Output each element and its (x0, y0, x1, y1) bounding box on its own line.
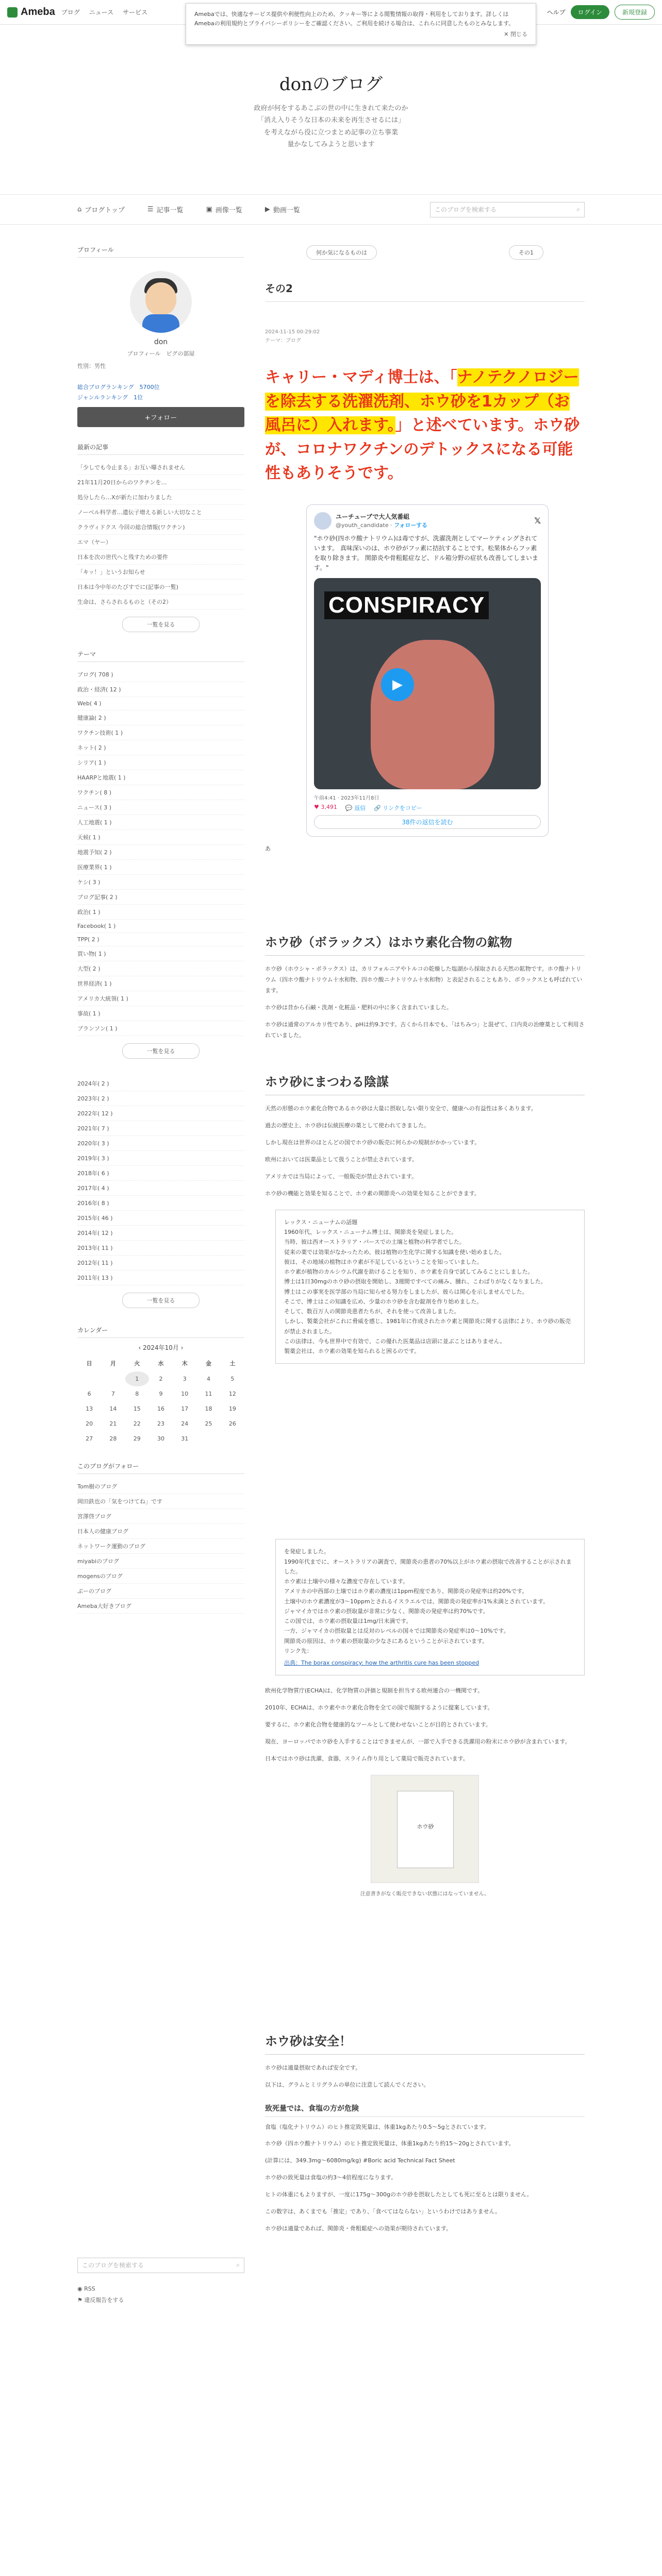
calendar-day[interactable]: 6 (87, 1390, 91, 1397)
paragraph: 欧州化学物質庁(ECHA)は、化学物質の評価と規制を担当する欧州連合の一機関です。 (265, 1687, 484, 1694)
heart-icon: ♥ (314, 804, 319, 811)
calendar-day[interactable]: 12 (228, 1390, 236, 1397)
theme-link[interactable]: 健康論( 2 ) (77, 710, 244, 725)
recent-heading: 最新の記事 (77, 443, 244, 455)
followed-blog-link[interactable]: miyabiのブログ (77, 1554, 244, 1569)
tweet-time[interactable]: 午前4:41 · 2023年11月8日 (314, 795, 379, 802)
calendar-day[interactable]: 18 (205, 1405, 212, 1412)
followed-blog-link[interactable]: 岡田鉄也の「気をつけてね」です (77, 1494, 244, 1509)
theme-link[interactable]: アメリカ大統領( 1 ) (77, 991, 244, 1006)
followed-blog-link[interactable]: mogensのブログ (77, 1569, 244, 1584)
quote-line: ホウ素が植物のカルシウム代謝を助けることを知り、ホウ素を自身で試してみることにしました。 (284, 1268, 534, 1276)
ameba-logo-icon (7, 7, 18, 18)
recent-entry-link[interactable]: 処分したら…Xが新たに加わりました (77, 490, 244, 505)
quote-line: しかし、製薬会社がこれに脅威を感じ、1981年に作成されたホウ素と関節炎に関する法律により、ホウ砂の販売が禁止されました。 (284, 1318, 571, 1335)
quote-line: リンク先： (284, 1647, 312, 1654)
archive-more-button[interactable]: 一覧を見る (122, 1293, 200, 1308)
search-icon[interactable]: ⌕ (576, 206, 580, 213)
quote-line: アメリカの中西部の土壌ではホウ素の濃度は1ppm程度であり、関節炎の発症率は約20%です。 (284, 1588, 528, 1595)
followed-list (77, 1479, 244, 1614)
theme-link[interactable]: ワクチン( 8 ) (77, 785, 244, 800)
theme-link[interactable]: 大型( 2 ) (77, 961, 244, 976)
tweet-follow-button[interactable]: フォローする (394, 522, 428, 529)
theme-link[interactable]: 天候( 1 ) (77, 830, 244, 845)
archive-link[interactable]: 2019年( 3 ) (77, 1151, 244, 1166)
reply-label: 返信 (354, 805, 366, 812)
tweet-avatar[interactable] (314, 512, 332, 530)
calendar-day[interactable]: 15 (133, 1405, 141, 1412)
weekday-label: 月 (110, 1360, 116, 1367)
profile-meta: 性別：男性 (77, 363, 106, 369)
recent-entry-link[interactable]: 生命は、さらされるものと（その2） (77, 595, 244, 609)
calendar-day[interactable]: 5 (230, 1375, 235, 1382)
ameba-logo[interactable] (7, 6, 55, 18)
theme-link[interactable]: 政治( 1 ) (77, 905, 244, 920)
themes-more-button[interactable]: 一覧を見る (122, 1043, 200, 1059)
next-month-icon[interactable]: › (180, 1344, 184, 1351)
archive-link[interactable]: 2012年( 11 ) (77, 1256, 244, 1270)
theme-list (77, 667, 244, 1036)
calendar-day[interactable]: 23 (157, 1420, 164, 1427)
theme-link[interactable]: シリア( 1 ) (77, 755, 244, 770)
logo-text: Ameba (21, 6, 55, 18)
headline-marked: ナノテクノロジーを除去する洗濯洗剤、ホウ砂を1カップ（お風呂に）入れます。 (265, 368, 579, 434)
archive-link[interactable]: 2011年( 13 ) (77, 1270, 244, 1285)
paragraph: ホウ砂は昔から石鹸・洗剤・化粧品・肥料の中に多く含まれていました。 (265, 1004, 452, 1011)
archive-link[interactable]: 2013年( 11 ) (77, 1241, 244, 1256)
archive-link[interactable]: 2024年( 2 ) (77, 1076, 244, 1091)
copy-label: リンクをコピー (383, 805, 422, 812)
paragraph: しかし現在は世界のほとんどの国でホウ砂の販売に何らかの規制がかかっています。 (265, 1139, 481, 1146)
cookie-consent-banner (186, 3, 536, 45)
theme-link[interactable]: 事故( 1 ) (77, 1006, 244, 1021)
calendar-day[interactable]: 17 (181, 1405, 189, 1412)
global-nav (61, 8, 147, 16)
calendar-day[interactable]: 16 (157, 1405, 164, 1412)
calendar-day[interactable]: 27 (86, 1435, 93, 1442)
headline-part: 」と述べています。ホウ砂が、コロナワクチンのデトックスになる可能性もありそうです。 (265, 416, 580, 482)
theme-link[interactable]: ブログ記事( 2 ) (77, 890, 244, 905)
rss-link[interactable] (77, 2283, 244, 2295)
avatar[interactable] (130, 271, 192, 333)
nav-service[interactable]: サービス (123, 9, 148, 16)
theme-link[interactable]: ネット( 2 ) (77, 740, 244, 755)
paragraph: ホウ砂の機能と効果を知ることで、ホウ素の関節炎への効果を知ることができます。 (265, 1190, 480, 1197)
calendar-day[interactable]: 10 (181, 1390, 189, 1397)
blog-desc-line: 「消え入りそうな日本の未来を再生させるには」 (257, 116, 405, 125)
theme-link[interactable]: Facebook( 1 ) (77, 920, 244, 933)
global-header (0, 0, 662, 38)
paragraph: 天然の形態のホウ素化合物であるホウ砂は大量に摂取しない限り安全で、健康への有益性は多くあります。 (265, 1105, 537, 1112)
recent-entry-link[interactable]: 「キッ！」というお知らせ (77, 565, 244, 580)
help-link[interactable]: ヘルプ (547, 9, 566, 16)
signup-button[interactable]: 新規登録 (615, 5, 655, 20)
calendar-day[interactable]: 28 (109, 1435, 117, 1442)
entry-title: その2 (265, 280, 585, 302)
paragraph: 以下は、グラムとミリグラムの単位に注意して読んでください。 (265, 2081, 429, 2088)
nav-image-list[interactable] (206, 205, 242, 214)
calendar-month (77, 1343, 244, 1352)
product-image[interactable] (371, 1775, 479, 1883)
paragraph: 2010年、ECHAは、ホウ素やホウ素化合物を全ての国で規制するように提案しています。 (265, 1704, 493, 1711)
theme-link[interactable]: ブランソン( 1 ) (77, 1021, 244, 1036)
archive-link[interactable]: 2017年( 4 ) (77, 1181, 244, 1196)
rss-label: RSS (84, 2285, 95, 2292)
tweet-header: ユーチューブで大人気番組 @youth_candidate · フォローする 𝕏 (314, 512, 541, 530)
nav-label: ブログトップ (85, 207, 125, 214)
recent-list (77, 460, 244, 609)
theme-link[interactable]: 世界経済( 1 ) (77, 976, 244, 991)
followed-blog-link[interactable]: ぶーのブログ (77, 1584, 244, 1599)
paragraph: ホウ砂の致死量は食塩の約3〜4倍程度になります。 (265, 2174, 397, 2181)
quote-line: レックス・ニューナムの話題 (284, 1218, 358, 1226)
recent-entry-link[interactable]: 日本は今中年のたびすでに(記事の一覧) (77, 580, 244, 595)
calendar-day[interactable]: 7 (111, 1390, 115, 1397)
report-label: 違反報告をする (84, 2296, 124, 2303)
section-heading: ホウ砂にまつわる陰謀 (265, 1072, 585, 1095)
next-entry-button[interactable]: その1 (509, 245, 543, 260)
play-icon[interactable]: ▶ (381, 668, 414, 701)
theme-link[interactable]: Web( 4 ) (77, 697, 244, 710)
video-caption: CONSPIRACY (324, 591, 489, 619)
archive-link[interactable]: 2022年( 12 ) (77, 1106, 244, 1121)
paragraph: 日本ではホウ砂は洗濯、食器、スライム作り用として薬局で販売されています。 (265, 1755, 469, 1762)
blog-desc-line: 量かなしてみようと思います (287, 141, 375, 149)
theme-link[interactable]: ワクチン技術( 1 ) (77, 725, 244, 740)
sidebar-search-input[interactable] (77, 2258, 244, 2273)
quote-line: この国では、ホウ素の摂取量は1mg/日未満です。 (284, 1618, 412, 1625)
recent-entry-link[interactable]: クラヴィドクス 今回の総合情報(ワクチン) (77, 520, 244, 535)
calendar-table (77, 1355, 244, 1446)
quote-line: ジャマイカではホウ素の摂取量が非常に少なく、関節炎の発症率は約70%です。 (284, 1607, 489, 1615)
followed-blog-link[interactable]: ネットワーク運動のブログ (77, 1539, 244, 1554)
after-tweet-text: あ (265, 845, 271, 853)
followed-blog-link[interactable]: Ameba大好きブログ (77, 1599, 244, 1614)
quote-line: 従来の薬では効果がなかったため、彼は植物の生化学に関する知識を使い始めました。 (284, 1248, 505, 1256)
calendar-day[interactable]: 2 (159, 1375, 163, 1382)
paragraph: (計算には、349.3mg〜6080mg/kg) #Boric acid Technical Fact Sheet (265, 2157, 455, 2164)
paragraph: ホウ砂は適量であれば、関節炎・骨粗鬆症への効果が期待されています。 (265, 2225, 452, 2232)
quote-line: 1960年代、レックス・ニューナム博士は、関節炎を発症しました。 (284, 1229, 457, 1236)
rss-icon: ◉ (77, 2285, 82, 2292)
tweet-account[interactable]: ユーチューブで大人気番組 (336, 513, 410, 520)
follow-button[interactable]: +フォロー (77, 407, 244, 427)
paragraph: ホウ砂は適量摂取であれば安全です。 (265, 2064, 361, 2071)
search-placeholder: このブログを検索する (82, 2262, 144, 2269)
tweet-actions (314, 804, 541, 812)
month-label: 2024年10月 (143, 1344, 179, 1351)
calendar-day[interactable]: 31 (181, 1435, 189, 1442)
weekday-label: 火 (134, 1360, 140, 1367)
report-link[interactable] (77, 2295, 244, 2306)
quote-line: 彼は、その地域の植物はホウ素が不足しているということを知っていました。 (284, 1258, 483, 1265)
quote-line: 土壌中のホウ素濃度が3〜10ppmとされるイスラエルでは、関節炎の発症率が1%未満とされています。 (284, 1598, 549, 1605)
theme-link[interactable]: ブログ( 708 ) (77, 667, 244, 682)
followed-blog-link[interactable]: Tom樹のブログ (77, 1479, 244, 1494)
calendar-day (221, 1431, 244, 1446)
weekday-label: 木 (181, 1360, 188, 1367)
calendar-day[interactable]: 1 (125, 1371, 149, 1386)
paragraph: 欧州においては医薬品として扱うことが禁止されています。 (265, 1156, 418, 1163)
nav-label: 画像一覧 (215, 207, 242, 214)
header-actions (547, 5, 655, 20)
read-replies-button[interactable]: 38件の返信を読む (314, 815, 541, 829)
link-icon: 🔗 (374, 805, 381, 812)
theme-link[interactable]: 人工地震( 1 ) (77, 815, 244, 830)
blog-desc-line: 政府が何をするあこぶの世の中に生きれて来たのか (254, 105, 408, 112)
prev-entry-button[interactable]: 何か気になるものは (306, 245, 377, 260)
quote-line: 一方、ジャマイカの摂取量とは反対のレベルの国々では関節炎の発症率は0〜10%です。 (284, 1628, 509, 1635)
calendar-day[interactable]: 30 (157, 1435, 164, 1442)
quote-line: ホウ素は土壌中の様々な濃度で存在しています。 (284, 1578, 409, 1585)
paragraph: ホウ砂（ホウシャ・ボラックス）は、カリフォルニアやトルコの乾燥した塩湖から採取される天然の鉱物です。ホウ酸ナトリウム（四ホウ酸ナトリウム十水和物、四ホウ酸ニナトリウム十水和物）と表記されることもあり、ボラックスとも呼ばれています。 (265, 965, 583, 994)
nav-video-list[interactable] (265, 205, 300, 214)
profile-name[interactable]: don (154, 338, 168, 346)
quote-line: 博士は1日30mgのホウ砂の摂取を開始し、3週間ですべての痛み、腫れ、こわばりがなくなりました。 (284, 1278, 547, 1285)
rank-total: 総合ブログランキング 5700位 (77, 384, 160, 391)
avatar-body (142, 314, 179, 333)
video-icon: ▶ (264, 206, 270, 213)
x-logo-icon[interactable]: 𝕏 (534, 516, 541, 526)
paragraph: ホウ砂は通常のアルカリ性であり、pHは約9.3です。古くから日本でも、「はちみつ」と混ぜて、口内炎の治療薬として利用されていました。 (265, 1021, 585, 1039)
archive-link[interactable]: 2018年( 6 ) (77, 1166, 244, 1181)
paragraph: 要するに、ホウ素化合物を健康的なツールとして使わせないことが目的とされています。 (265, 1721, 491, 1728)
image-icon: ▣ (206, 206, 212, 213)
section-heading: ホウ砂（ボラックス）はホウ素化合物の鉱物 (265, 932, 585, 956)
calendar-day (101, 1371, 125, 1386)
blockquote (275, 1210, 585, 1364)
section-body (265, 1686, 585, 1764)
consent-close-button[interactable]: ✕ 閉じる (504, 31, 527, 38)
quote-line: 当時、彼は西オーストラリア・パースでの土壌と植物の科学者でした。 (284, 1239, 465, 1246)
archive-list (77, 1076, 244, 1285)
home-icon: ⌂ (77, 206, 82, 213)
calendar-heading: カレンダー (77, 1326, 244, 1338)
quote-line: 製薬会社は、ホウ素の効果を知られると困るのです。 (284, 1348, 420, 1355)
calendar-day[interactable]: 13 (86, 1405, 93, 1412)
highlight-text (265, 366, 585, 486)
archive-link[interactable]: 2023年( 2 ) (77, 1091, 244, 1106)
archive-link[interactable]: 2014年( 12 ) (77, 1226, 244, 1241)
section-body (265, 2063, 585, 2091)
article (265, 245, 585, 2306)
calendar-day[interactable]: 9 (159, 1390, 163, 1397)
recent-entry-link[interactable]: エマ（ヤー） (77, 535, 244, 550)
recent-entry-link[interactable]: 日本を次の世代へと残すための要件 (77, 550, 244, 565)
theme-link[interactable]: 買い物( 1 ) (77, 946, 244, 961)
sidebar (77, 245, 244, 2306)
quote-line: 1990年代までに、オーストラリアの調査で、関節炎の患者の70%以上がホウ素の摂取で改善することが示されました。 (284, 1558, 572, 1575)
calendar-day[interactable]: 19 (228, 1405, 236, 1412)
avatar-face (145, 282, 176, 315)
calendar-day[interactable]: 8 (135, 1390, 139, 1397)
section-body (265, 964, 585, 1041)
spacer (265, 1374, 585, 1529)
weekday-label: 水 (158, 1360, 164, 1367)
quote-line: そして、数百万人の関節炎患者たちが、それを使って改善しました。 (284, 1308, 460, 1315)
weekday-label: 金 (206, 1360, 212, 1367)
consent-close-label: 閉じる (510, 31, 527, 38)
calendar-day[interactable]: 26 (228, 1420, 236, 1427)
profile-links[interactable]: プロフィール ピグの部屋 (127, 350, 195, 357)
calendar-day (196, 1431, 220, 1446)
themes-heading: テーマ (77, 650, 244, 662)
rank-genre: ジャンルランキング 1位 (77, 394, 143, 401)
like-count: 3,491 (321, 804, 337, 811)
archive-link[interactable]: 2015年( 46 ) (77, 1211, 244, 1226)
sidebar-footer (77, 2283, 244, 2306)
theme-link[interactable]: ケシ( 3 ) (77, 875, 244, 890)
list-icon: ☰ (147, 206, 154, 213)
recent-entry-link[interactable]: 「少しでも今止まる」お互い曝されません (77, 460, 244, 475)
quote-line: 関節炎の原因は、ホウ素の摂取量の少なさにあるということが示されています。 (284, 1637, 488, 1645)
blog-title[interactable]: donのブログ (279, 74, 383, 95)
prev-month-icon[interactable]: ‹ (138, 1344, 141, 1351)
archive-link[interactable]: 2020年( 3 ) (77, 1136, 244, 1151)
archive-link[interactable]: 2021年( 7 ) (77, 1121, 244, 1136)
blog-description (0, 103, 662, 151)
login-button[interactable]: ログイン (571, 5, 609, 19)
calendar-day[interactable]: 4 (207, 1375, 211, 1382)
section-body (265, 2122, 585, 2234)
entry-theme[interactable]: テーマ：ブログ (265, 338, 301, 344)
headline-part: キャリー・マディ博士は、「 (265, 368, 457, 386)
recent-more-button[interactable]: 一覧を見る (122, 617, 200, 632)
nav-entry-list[interactable] (147, 205, 184, 214)
recent-entry-link[interactable]: 21年11月20日からのワクチンを… (77, 475, 244, 490)
profile-heading: プロフィール (77, 245, 244, 258)
like-button[interactable] (314, 804, 337, 812)
theme-link[interactable]: 地震予知( 2 ) (77, 845, 244, 860)
subsection-heading: 致死量では、食塩の方が危険 (265, 2103, 585, 2117)
blog-search-input[interactable] (430, 202, 585, 217)
calendar-day[interactable]: 3 (183, 1375, 187, 1382)
ranking[interactable] (77, 382, 244, 403)
calendar-day[interactable]: 24 (181, 1420, 189, 1427)
tweet-body: "ホウ砂(四ホウ酸ナトリウム)は毒ですが、洗濯洗剤としてマーケティングされています。 真味深いのは、ホウ砂がフッ素に拮抗することです。松果体からフッ素を取り除きます。 関節炎や骨粗鬆症など、ドル箱分野の症状も改善してしまいます。" (314, 534, 538, 572)
paragraph: 食塩（塩化ナトリウム）のヒト推定致死量は、体重1kgあたり0.5〜5gとされています。 (265, 2123, 490, 2130)
quote-line: この法律は、今も世界中で有効で、この優れた医薬品は店頭に並ぶことはありません。 (284, 1337, 506, 1345)
entry-meta (265, 328, 585, 345)
nav-label: 記事一覧 (156, 207, 184, 214)
calendar-day[interactable]: 20 (86, 1420, 93, 1427)
video-person (371, 640, 494, 789)
embedded-tweet[interactable] (306, 504, 549, 837)
tweet-video[interactable] (314, 578, 541, 789)
calendar-day[interactable]: 29 (133, 1435, 141, 1442)
section-body (265, 1104, 585, 1199)
quote-line: そこで、博士はこの知識を広め、少量のホウ砂を含む錠剤を作り始めました。 (284, 1298, 483, 1305)
blog-nav (0, 195, 662, 225)
flag-icon: ⚑ (77, 2296, 82, 2303)
source-link[interactable]: 出典：The borax conspiracy: how the arthritis cure has been stopped (284, 1659, 479, 1667)
calendar-day[interactable]: 14 (109, 1405, 117, 1412)
entry-date: 2024-11-15 00:29:02 (265, 329, 320, 335)
blog-desc-line: を考えながら役に立つまとめ記事の立ち事業 (263, 128, 398, 137)
quote-line: 博士はこの事実を医学部の当局に知らせる努力をしましたが、彼らは関心を示しませんでした。 (284, 1288, 528, 1295)
product-package: ホウ砂 (397, 1791, 454, 1868)
paragraph: 現在、ヨーロッパでホウ砂を入手することはできませんが、一部で入手できる洗濯用の粉末にホウ砂が含まれています。 (265, 1738, 571, 1745)
reply-icon: 💬 (345, 805, 353, 812)
theme-link[interactable]: 政治・経済( 12 ) (77, 682, 244, 697)
blockquote (275, 1539, 585, 1675)
paragraph: アメリカでは当局によって、一般販売が禁止されています。 (265, 1173, 418, 1180)
calendar-day[interactable]: 25 (205, 1420, 212, 1427)
reply-button[interactable] (345, 804, 366, 812)
theme-link[interactable]: HAARPと地震( 1 ) (77, 770, 244, 785)
paragraph: ホウ砂（四ホウ酸ナトリウム）のヒト推定致死量は、体重1kgあたり約15〜20gとされています。 (265, 2140, 515, 2147)
section-heading: ホウ砂は安全！ (265, 2031, 585, 2055)
calendar-day[interactable]: 21 (109, 1420, 117, 1427)
copy-link-button[interactable] (374, 804, 422, 812)
entry-pager (265, 245, 585, 260)
nav-news[interactable]: ニュース (89, 9, 114, 16)
consent-text: Amebaでは、快適なサービス提供や利便性向上のため、クッキー等による閲覧情報の取得・利用をしております。詳しくはAmebaの利用規約とプライバシーポリシーをご確認ください。ご利用を続ける場合は、これらに同意したものとみなします。 (194, 11, 515, 27)
recent-entry-link[interactable]: ノーベル科学者…遺伝子増える新しい大切なこと (77, 505, 244, 520)
nav-blog-top[interactable] (77, 205, 125, 214)
nav-blog[interactable]: ブログ (61, 9, 80, 16)
search-icon[interactable]: ⌕ (236, 2261, 240, 2269)
nav-label: 動画一覧 (273, 207, 300, 214)
search-placeholder: このブログを検索する (435, 206, 497, 213)
weekday-label: 日 (86, 1360, 92, 1367)
followed-blog-link[interactable]: 日本人の健康ブログ (77, 1524, 244, 1539)
theme-link[interactable]: TPP( 2 ) (77, 933, 244, 946)
theme-link[interactable]: ニュース( 3 ) (77, 800, 244, 815)
calendar-day (77, 1371, 101, 1386)
calendar-day[interactable]: 11 (205, 1390, 212, 1397)
weekday-label: 土 (229, 1360, 236, 1367)
theme-link[interactable]: 医療業界( 1 ) (77, 860, 244, 875)
followed-heading: このブログがフォロー (77, 1462, 244, 1474)
calendar-day[interactable]: 22 (133, 1420, 141, 1427)
archive-link[interactable]: 2016年( 8 ) (77, 1196, 244, 1211)
tweet-handle[interactable]: @youth_candidate (336, 522, 389, 529)
paragraph: ヒトの体重にもよりますが、一度に175g〜300gのホウ砂を摂取したとしても死に至るとは限りません。 (265, 2191, 533, 2198)
followed-blog-link[interactable]: 宮澤啓ブログ (77, 1509, 244, 1524)
blog-header (0, 25, 662, 195)
paragraph: この数字は、あくまでも「推定」であり、「食べてはならない」というわけではありません。 (265, 2208, 501, 2215)
image-caption: 注意書きがなく販売できない状態にはなっていません。 (360, 1891, 490, 1897)
quote-line: を発症しました。 (284, 1548, 329, 1555)
paragraph: 過去の歴史上、ホウ砂は伝統医療の薬として使われてきました。 (265, 1122, 429, 1129)
